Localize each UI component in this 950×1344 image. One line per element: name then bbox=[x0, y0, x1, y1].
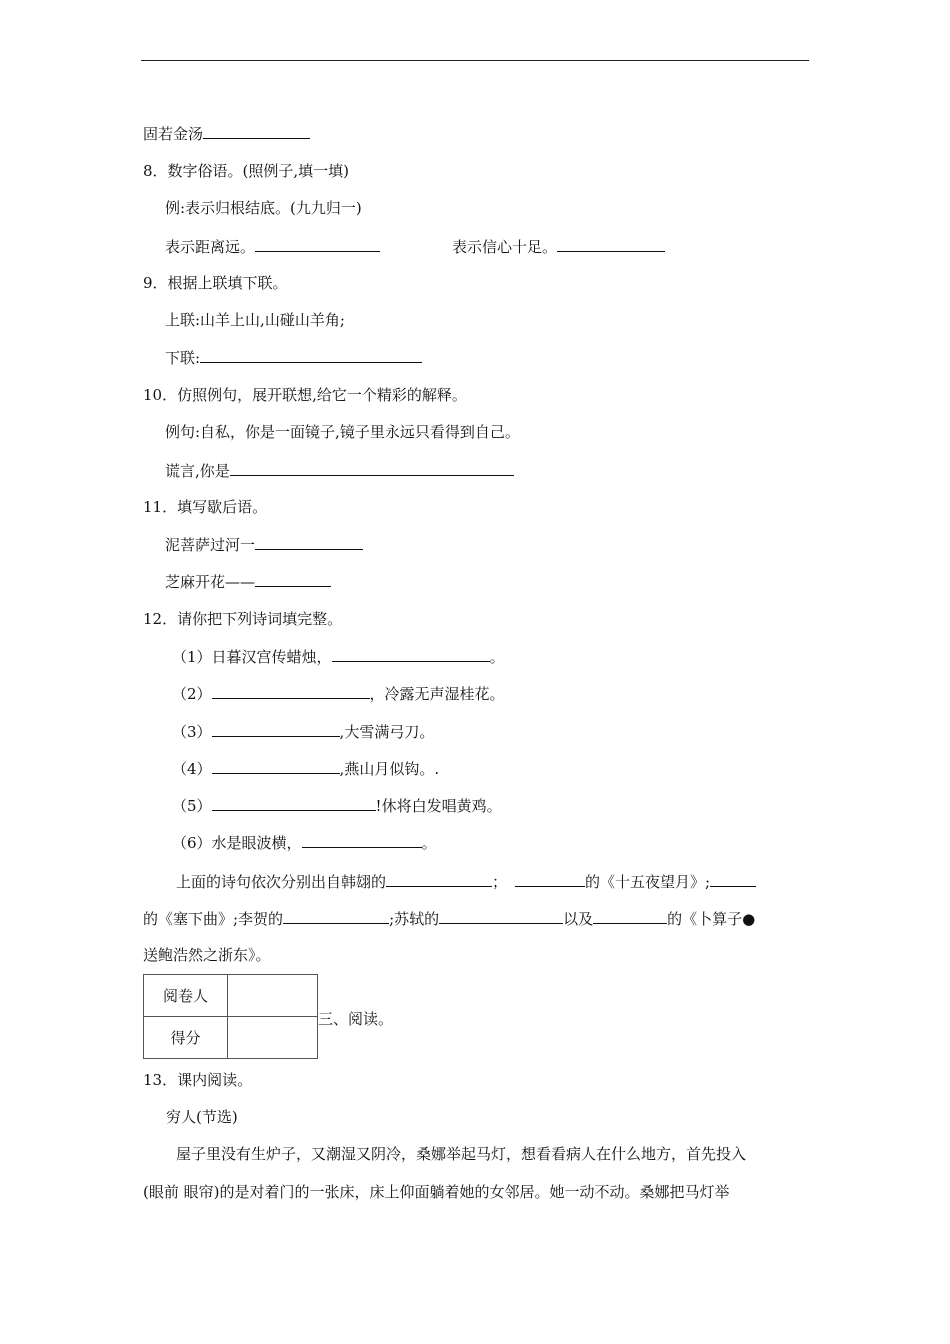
score-label: 得分 bbox=[144, 1017, 228, 1059]
q11-title: 11．填写歇后语。 bbox=[143, 498, 268, 516]
answer-blank[interactable] bbox=[255, 236, 380, 252]
answer-blank[interactable] bbox=[710, 871, 756, 887]
answer-blank[interactable] bbox=[230, 460, 514, 476]
answer-blank[interactable] bbox=[557, 236, 665, 252]
answer-blank[interactable] bbox=[332, 646, 490, 662]
q9-upper: 上联:山羊上山,山碰山羊角; bbox=[165, 311, 345, 329]
q8-item-1: 表示距离远。 bbox=[165, 236, 380, 257]
q12-poem-3: （3） ,大雪满弓刀。 bbox=[172, 723, 435, 741]
score-table bbox=[143, 974, 318, 1059]
q10-prompt: 谎言,你是 bbox=[165, 460, 514, 481]
header-rule bbox=[141, 60, 809, 61]
section-3-title: 三、阅读。 bbox=[318, 1010, 394, 1028]
answer-blank[interactable] bbox=[386, 871, 492, 887]
answer-blank[interactable] bbox=[515, 871, 585, 887]
q10-example: 例句:自私，你是一面镜子,镜子里永远只看得到自己。 bbox=[165, 423, 520, 441]
answer-blank[interactable] bbox=[255, 534, 363, 550]
answer-blank[interactable] bbox=[212, 721, 340, 737]
q8-item-2: 表示信心十足。 bbox=[452, 236, 665, 257]
answer-blank[interactable] bbox=[593, 908, 667, 924]
answer-blank[interactable] bbox=[439, 908, 563, 924]
passage-line-1: 屋子里没有生炉子，又潮湿又阴冷，桑娜举起马灯，想看看病人在什么地方，首先投入 bbox=[176, 1145, 747, 1163]
q8-example: 例:表示归根结底。(九九归一) bbox=[165, 199, 362, 217]
answer-blank[interactable] bbox=[302, 832, 422, 848]
answer-blank[interactable] bbox=[283, 908, 389, 924]
q12-source-line-1: 上面的诗句依次分别出自韩翃的 ； 的《十五夜望月》; bbox=[176, 871, 756, 892]
answer-blank[interactable] bbox=[203, 123, 310, 139]
q11-item-2: 芝麻开花—— bbox=[165, 571, 331, 592]
answer-blank[interactable] bbox=[212, 758, 340, 774]
q11-item-1: 泥菩萨过河一 bbox=[165, 534, 363, 555]
q9-lower: 下联: bbox=[165, 347, 422, 368]
reviewer-cell[interactable] bbox=[228, 975, 318, 1017]
passage-line-2: (眼前 眼帘)的是对着门的一张床，床上仰面躺着她的女邻居。她一动不动。桑娜把马灯举 bbox=[143, 1183, 730, 1201]
q12-poem-6: （6）水是眼波横， 。 bbox=[172, 834, 437, 852]
score-cell[interactable] bbox=[228, 1017, 318, 1059]
q12-source-line-2: 的《塞下曲》;李贺的 ;苏轼的 以及 的《卜算子● bbox=[143, 910, 756, 928]
answer-blank[interactable] bbox=[200, 347, 422, 363]
q12-source-line-3: 送鲍浩然之浙东》。 bbox=[143, 946, 271, 964]
q12-poem-2: （2） ，冷露无声湿桂花。 bbox=[172, 685, 505, 703]
q7-tail: 固若金汤 bbox=[143, 123, 310, 144]
q12-poem-5: （5） !休将白发唱黄鸡。 bbox=[172, 797, 502, 815]
q8-title: 8．数字俗语。(照例子,填一填) bbox=[143, 162, 350, 180]
passage-title: 穷人(节选) bbox=[166, 1108, 238, 1126]
answer-blank[interactable] bbox=[212, 683, 370, 699]
q12-poem-1: （1）日暮汉宫传蜡烛， 。 bbox=[172, 648, 505, 666]
answer-blank[interactable] bbox=[255, 571, 331, 587]
reviewer-label: 阅卷人 bbox=[144, 975, 228, 1017]
q9-title: 9．根据上联填下联。 bbox=[143, 274, 288, 292]
answer-blank[interactable] bbox=[212, 795, 376, 811]
q10-title: 10．仿照例句，展开联想,给它一个精彩的解释。 bbox=[143, 386, 467, 404]
q12-title: 12．请你把下列诗词填完整。 bbox=[143, 610, 343, 628]
q13-title: 13．课内阅读。 bbox=[143, 1071, 253, 1089]
q12-poem-4: （4） ,燕山月似钩。. bbox=[172, 760, 440, 778]
